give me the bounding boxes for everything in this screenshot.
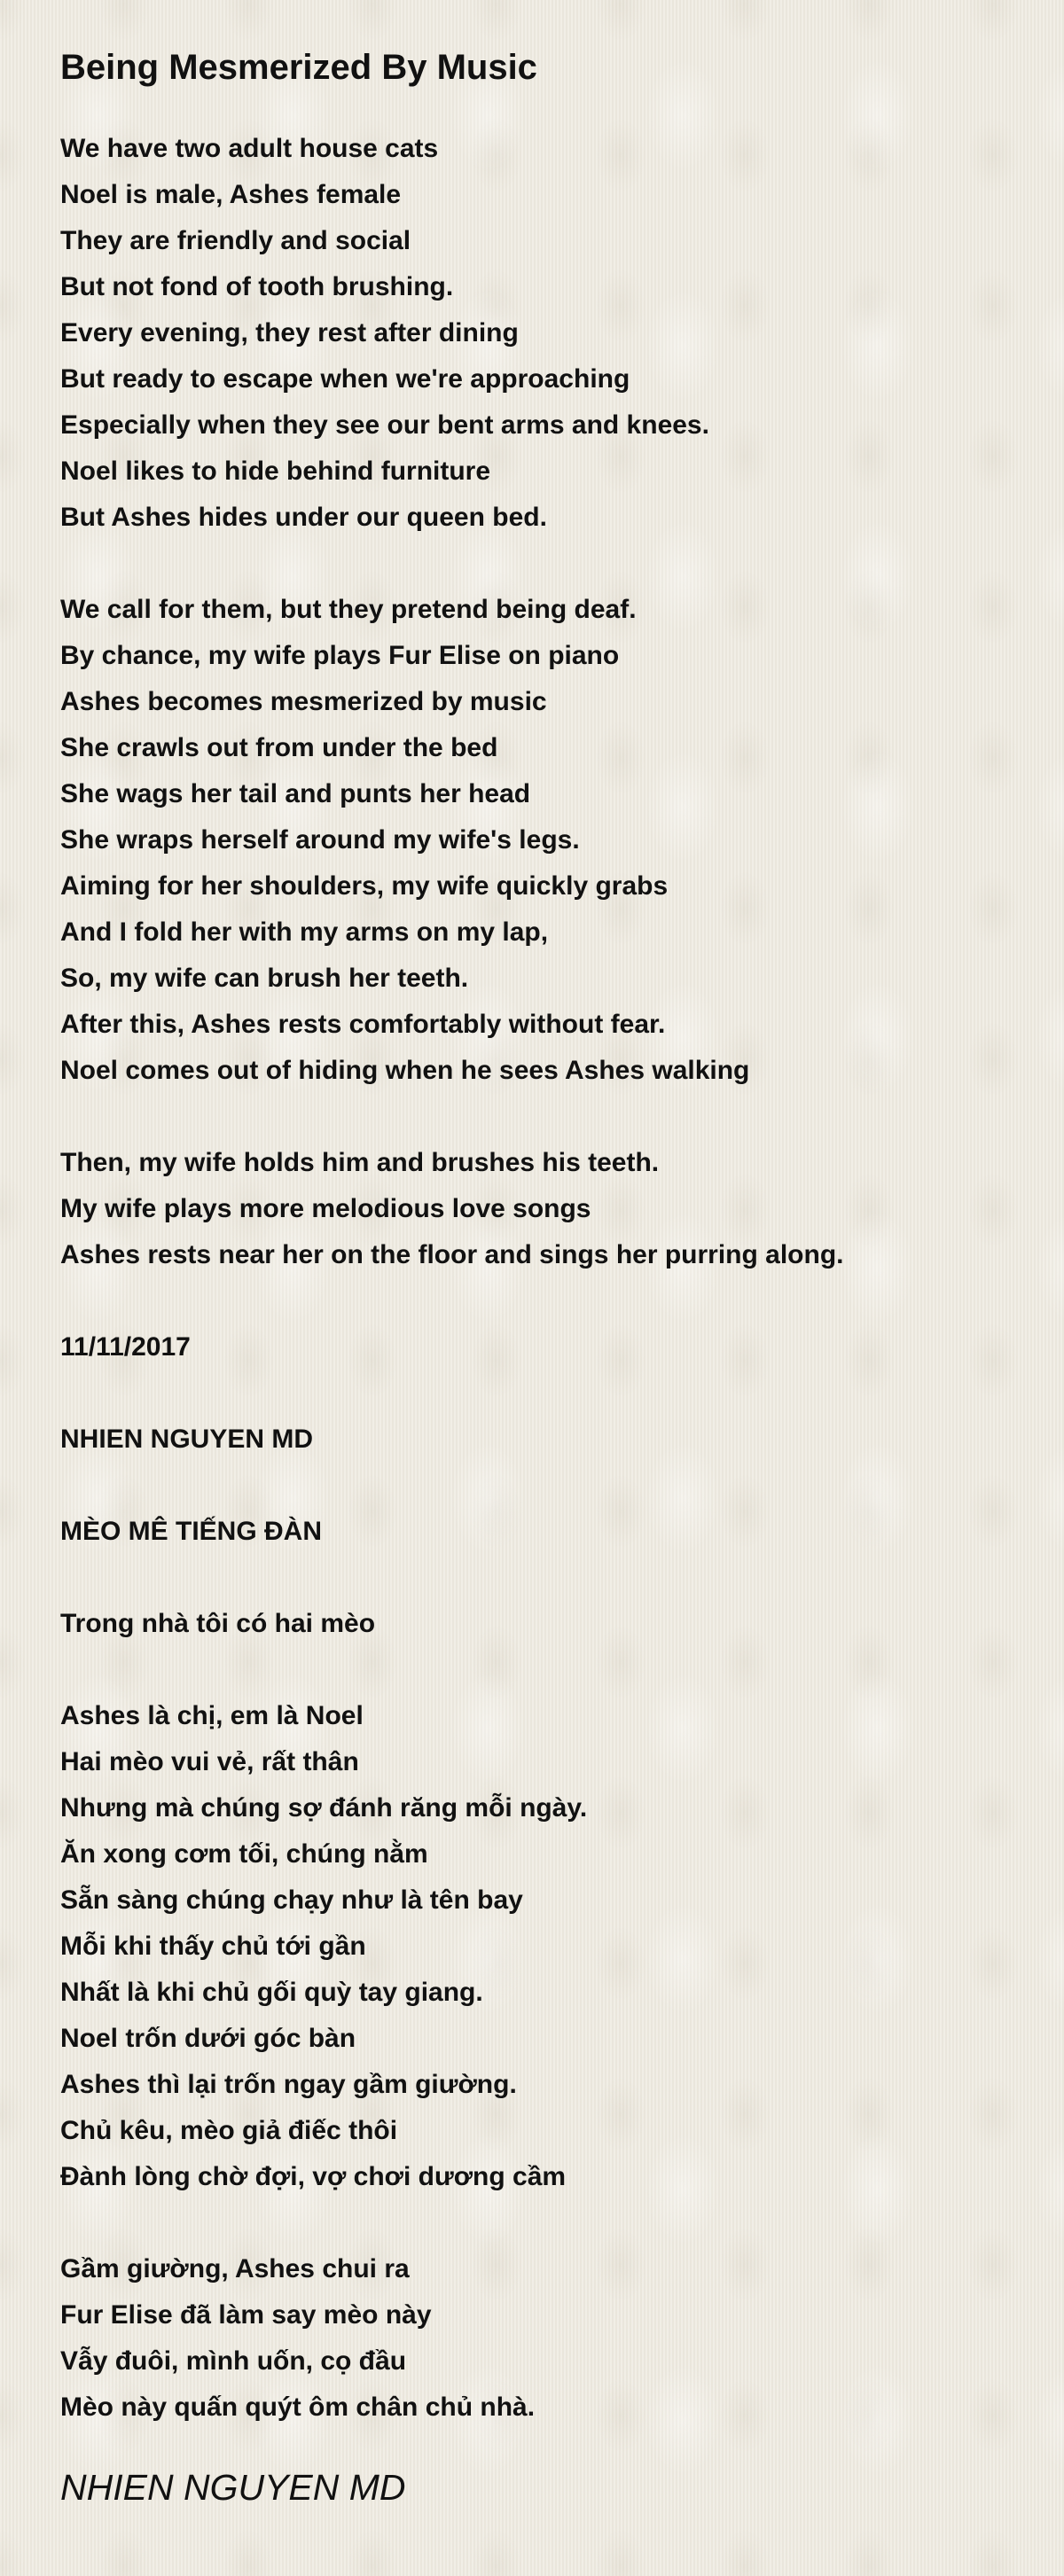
poem-body [60, 126, 1018, 2431]
poem-line: Noel is male, Ashes female [60, 180, 402, 209]
poem-line: Mỗi khi thấy chủ tới gần [60, 1932, 366, 1961]
poem-line: Gầm giường, Ashes chui ra [60, 2254, 410, 2283]
poem-line: Đành lòng chờ đợi, vợ chơi dương cầm [60, 2162, 567, 2191]
poem-line: Every evening, they rest after dining [60, 318, 519, 347]
poem-line: Noel likes to hide behind furniture [60, 457, 491, 486]
poem-line: Hai mèo vui vẻ, rất thân [60, 1747, 359, 1776]
stanza-break [60, 1278, 1018, 1324]
poem-line: So, my wife can brush her teeth. [60, 964, 469, 993]
poem-line: Ashes becomes mesmerized by music [60, 687, 547, 716]
poem-title: Being Mesmerized By Music [60, 48, 537, 87]
stanza-break [60, 1647, 1018, 1693]
poem-line: She wraps herself around my wife's legs. [60, 825, 580, 855]
poem-line: NHIEN NGUYEN MD [60, 1425, 314, 1454]
poem-line: Vẫy đuôi, mình uốn, cọ đầu [60, 2346, 407, 2376]
stanza-break [60, 2200, 1018, 2246]
poem-line: She wags her tail and punts her head [60, 779, 531, 808]
stanza-break [60, 1555, 1018, 1601]
poem-page [60, 43, 1018, 2512]
stanza-break [60, 1463, 1018, 1509]
poem-line: Then, my wife holds him and brushes his teeth. [60, 1148, 660, 1177]
poem-line: Ashes rests near her on the floor and sings her purring along. [60, 1240, 844, 1269]
poem-line: After this, Ashes rests comfortably without fear. [60, 1010, 666, 1039]
poem-line: Nhất là khi chủ gối quỳ tay giang. [60, 1978, 483, 2007]
poem-line: Nhưng mà chúng sợ đánh răng mỗi ngày. [60, 1793, 588, 1823]
poem-line: But Ashes hides under our queen bed. [60, 503, 547, 532]
stanza-break [60, 541, 1018, 587]
poem-line: We have two adult house cats [60, 134, 439, 163]
poem-line: Fur Elise đã làm say mèo này [60, 2300, 432, 2330]
poem-line: Especially when they see our bent arms and knees. [60, 410, 709, 440]
poem-line: And I fold her with my arms on my lap, [60, 917, 549, 947]
poem-line: Ashes là chị, em là Noel [60, 1701, 364, 1730]
poem-line: Sẵn sàng chúng chạy như là tên bay [60, 1885, 523, 1915]
poem-author: NHIEN NGUYEN MD [60, 2467, 406, 2508]
poem-line: But not fond of tooth brushing. [60, 272, 454, 301]
poem-line: But ready to escape when we're approaching [60, 364, 630, 394]
stanza-break [60, 1094, 1018, 1140]
poem-line: Trong nhà tôi có hai mèo [60, 1609, 376, 1638]
poem-line: Ăn xong cơm tối, chúng nằm [60, 1839, 428, 1869]
poem-line: They are friendly and social [60, 226, 411, 255]
poem-line: Noel trốn dưới góc bàn [60, 2024, 356, 2053]
poem-line: Aiming for her shoulders, my wife quickly grabs [60, 871, 669, 901]
poem-line: Noel comes out of hiding when he sees Ashes walking [60, 1056, 750, 1085]
poem-line: Ashes thì lại trốn ngay gầm giường. [60, 2070, 517, 2099]
poem-line: 11/11/2017 [60, 1332, 191, 1362]
poem-line: My wife plays more melodious love songs [60, 1194, 591, 1223]
poem-line: We call for them, but they pretend being deaf. [60, 595, 637, 624]
poem-line: Mèo này quấn quýt ôm chân chủ nhà. [60, 2393, 536, 2422]
stanza-break [60, 1370, 1018, 1417]
poem-line: She crawls out from under the bed [60, 733, 498, 762]
poem-line: Chủ kêu, mèo giả điếc thôi [60, 2116, 398, 2145]
poem-line: MÈO MÊ TIẾNG ĐÀN [60, 1517, 323, 1546]
poem-line: By chance, my wife plays Fur Elise on piano [60, 641, 620, 670]
